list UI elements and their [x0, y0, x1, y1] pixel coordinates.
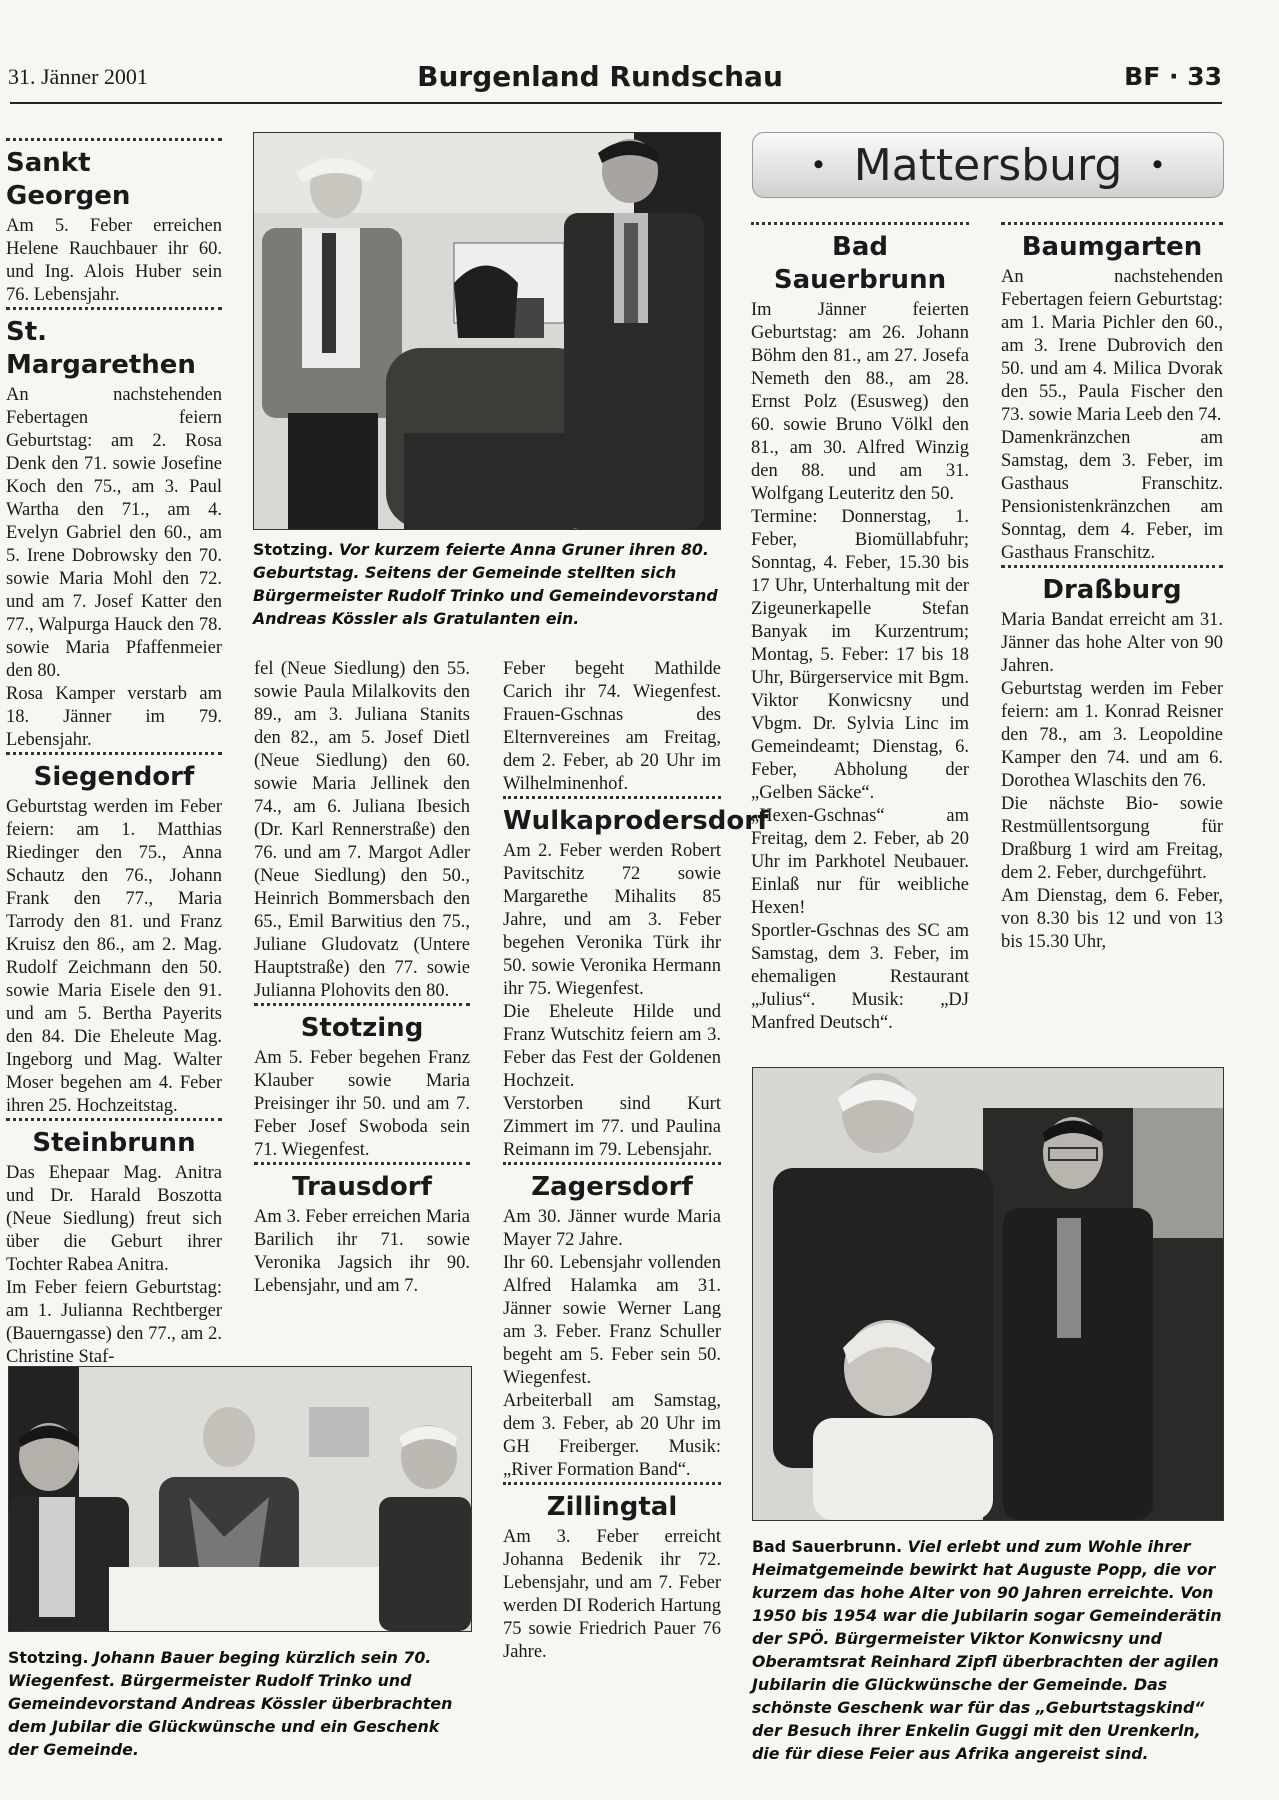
text-sankt-georgen: Am 5. Feber erreichen Helene Rauchbauer ihr 60. und Ing. Alois Huber sein 76. Lebensjahr. [6, 216, 222, 305]
banner-dot-right: • [1152, 148, 1163, 181]
text-drassburg-4: Am Dienstag, dem 6. Feber, von 8.30 bis 12 und von 13 bis 15.30 Uhr, [1001, 886, 1223, 952]
heading-bad-sauerbrunn: Bad Sauerbrunn [751, 222, 969, 297]
caption-photo-anna-gruner [253, 538, 723, 630]
text-bad-sauerbrunn-3: „Hexen-Gschnas“ am Freitag, dem 2. Feber, ab 20 Uhr im Parkhotel Neubauer. Einlaß nur für weibliche Hexen! [751, 806, 969, 918]
text-wulkaprodersdorf: Am 2. Feber werden Robert Pavitschitz 72 sowie Margarethe Mihalits 85 Jahre, und am 3. Feber begehen Veronika Türk ihr 50. sowie Veronika Hermann ihr 75. Wiegenfest. [503, 841, 721, 999]
caption-text: Johann Bauer beging kürzlich sein 70. Wiegenfest. Bürgermeister Rudolf Trinko und Gemeindevorstand Andreas Kössler überbrachten dem Jubilar die Glückwünsche und ein Geschenk der Gemeinde. [8, 1648, 453, 1759]
text-zagersdorf-3: Arbeiterball am Samstag, dem 3. Feber, ab 20 Uhr im GH Freiberger. Musik: „River Formation Band“. [503, 1391, 721, 1480]
caption-text: Viel erlebt und zum Wohle ihrer Heimatgemeinde bewirkt hat Auguste Popp, die vor kurzem das hohe Alter von 90 Jahren erreichte. Von 1950 bis 1954 war die Jubilarin sogar Gemeinderätin der SPÖ. Bürgermeister Viktor Konwicsny und Oberamtsrat Reinhard Zipfl überbrachten der agilen Jubilarin die Glückwünsche der Gemeinde. Das schönste Geschenk war für das „Geburtstagskind“ der Besuch ihrer Enkelin Guggi mit den Urenkerln, die für diese Feier aus Afrika angereist sind. [752, 1537, 1222, 1763]
text-steinbrunn: Das Ehepaar Mag. Anitra und Dr. Harald Boszotta (Neue Siedlung) freut sich über die Geburt ihrer Tochter Rabea Anitra. [6, 1163, 222, 1275]
text-drassburg-3: Die nächste Bio- sowie Restmüllentsorgung für Draßburg 1 wird am Freitag, dem 2. Feber, durchgeführt. [1001, 794, 1223, 883]
text-bad-sauerbrunn-4: Sportler-Gschnas des SC am Samstag, dem 3. Feber, im ehemaligen Restaurant „Julius“. Musik: „DJ Manfred Deutsch“. [751, 921, 969, 1033]
text-trausdorf-cont: Feber begeht Mathilde Carich ihr 74. Wiegenfest. Frauen-Gschnas des Elternvereines am Freitag, dem 2. Feber, ab 20 Uhr im Wilhelminenhof. [503, 659, 721, 794]
caption-text: Vor kurzem feierte Anna Gruner ihren 80. Geburtstag. Seitens der Gemeinde stellten sich Bürgermeister Rudolf Trinko und Gemeindevorstand Andreas Kössler als Gratulanten ein. [253, 540, 718, 628]
caption-photo-johann-bauer [8, 1646, 472, 1761]
caption-place: Stotzing. [8, 1648, 89, 1667]
banner-title: Mattersburg [853, 139, 1123, 191]
caption-photo-auguste-popp [752, 1535, 1226, 1765]
photo-johann-bauer [8, 1366, 472, 1632]
banner-dot-left: • [813, 148, 824, 181]
text-zillingtal: Am 3. Feber erreicht Johanna Bedenik ihr 72. Lebensjahr, und am 7. Feber werden DI Roderich Hartung 75 sowie Friedrich Pauer 76 Jahre. [503, 1527, 721, 1662]
heading-trausdorf: Trausdorf [254, 1162, 470, 1204]
column-2 [254, 658, 470, 1298]
text-wulkaprodersdorf-3: Verstorben sind Kurt Zimmert im 77. und Paulina Reimann im 79. Lebensjahr. [503, 1094, 721, 1160]
region-banner [752, 132, 1224, 198]
text-siegendorf: Geburtstag werden im Feber feiern: am 1. Matthias Riedinger den 75., Anna Schautz den 76., Johann Frank den 77., Maria Tarrody den 81. und Franz Kruisz den 86., am 2. Mag. Rudolf Zeichmann den 50. sowie Maria Eisele den 91. und am 5. Bertha Payerits den 84. Die Eheleute Mag. Ingeborg und Mag. Walter Moser begehen am 4. Feber ihren 25. Hochzeitstag. [6, 797, 222, 1116]
heading-wulkaprodersdorf: Wulkaprodersdorf [503, 796, 721, 838]
heading-steinbrunn: Steinbrunn [6, 1118, 222, 1160]
heading-stotzing: Stotzing [254, 1003, 470, 1045]
caption-place: Stotzing. [253, 540, 334, 559]
heading-sankt-georgen: Sankt Georgen [6, 138, 222, 213]
text-bad-sauerbrunn: Im Jänner feierten Geburtstag: am 26. Johann Böhm den 81., am 27. Josefa Nemeth den 88., am 28. Ernst Polz (Esusweg) den 60. sowie Bruno Völkl den 81., am 30. Alfred Winzig den 88. und am 31. Wolfgang Leuteritz den 50. [751, 300, 969, 504]
heading-zagersdorf: Zagersdorf [503, 1162, 721, 1204]
caption-place: Bad Sauerbrunn. [752, 1537, 903, 1556]
text-zagersdorf-2: Ihr 60. Lebensjahr vollenden Alfred Halamka am 31. Jänner sowie Werner Lang am 3. Feber. Franz Schuller begeht am 5. Feber sein 50. Wiegenfest. [503, 1253, 721, 1388]
text-steinbrunn-cont: fel (Neue Siedlung) den 55. sowie Paula Milalkovits den 89., am 3. Juliana Stanits den 82., am 5. Josef Dietl (Neue Siedlung) den 60. sowie Maria Jellinek den 74., am 6. Juliana Ibesich (Dr. Karl Rennerstraße) den 76. und am 7. Margot Adler (Neue Siedlung) den 50., Heinrich Bommersbach den 65., Emil Barwitius den 75., Juliane Gludovatz (Untere Hauptstraße) den 77. sowie Julianna Plohovits den 80. [254, 659, 470, 1001]
heading-baumgarten: Baumgarten [1001, 222, 1223, 264]
column-1 [6, 138, 222, 1369]
text-drassburg-2: Geburtstag werden im Feber feiern: am 1. Konrad Reisner den 78., am 3. Leopoldine Kamper den 74. und am 6. Dorothea Wlaschits den 76. [1001, 679, 1223, 791]
text-baumgarten: An nachstehenden Febertagen feiern Geburtstag: am 1. Maria Pichler den 60., am 3. Irene Dubrovich den 50. und am 4. Milica Dvorak den 55., Paula Fischer den 73. sowie Maria Leeb den 74. [1001, 267, 1223, 425]
text-st-margarethen-2: Rosa Kamper verstarb am 18. Jänner im 79. Lebensjahr. [6, 684, 222, 750]
text-bad-sauerbrunn-2: Termine: Donnerstag, 1. Feber, Biomüllabfuhr; Sonntag, 4. Feber, 15.30 bis 17 Uhr, Unterhaltung mit der Zigeunerkapelle Stefan Banyak im Kurzentrum; Montag, 5. Feber: 17 bis 18 Uhr, Bürgerservice mit Bgm. Viktor Konwicsny und Vbgm. Dr. Sylvia Linc im Gemeindeamt; Dienstag, 6. Feber, Abholung der „Gelben Säcke“. [751, 507, 969, 803]
heading-siegendorf: Siegendorf [6, 752, 222, 794]
text-baumgarten-2: Damenkränzchen am Samstag, dem 3. Feber, im Gasthaus Franschitz. Pensionistenkränzchen am Sonntag, dem 4. Feber, im Gasthaus Franschitz. [1001, 428, 1223, 563]
text-steinbrunn-2: Im Feber feiern Geburtstag: am 1. Julianna Rechtberger (Bauerngasse) den 77., am 2. Christine Staf- [6, 1278, 222, 1367]
page-number: BF · 33 [1124, 62, 1222, 91]
column-3 [503, 658, 769, 1664]
column-4 [751, 222, 969, 1035]
text-stotzing: Am 5. Feber begehen Franz Klauber sowie Maria Preisinger ihr 50. und am 7. Feber Josef Swoboda sein 71. Wiegenfest. [254, 1048, 470, 1160]
heading-drassburg: Draßburg [1001, 565, 1223, 607]
newspaper-title: Burgenland Rundschau [417, 60, 783, 93]
issue-date: 31. Jänner 2001 [8, 64, 148, 89]
photo-auguste-popp [752, 1067, 1224, 1521]
text-st-margarethen: An nachstehenden Febertagen feiern Geburtstag: am 2. Rosa Denk den 71. sowie Josefine Koch den 75., am 3. Paul Wartha den 71., am 4. Evelyn Gabriel den 60., am 5. Irene Dobrowsky den 70. sowie Maria Mohl den 72. und am 7. Josef Katter den 77., Walpurga Hauck den 78. sowie Maria Pfaffenmeier den 80. [6, 385, 222, 681]
heading-st-margarethen: St. Margarethen [6, 307, 222, 382]
photo-anna-gruner [253, 132, 721, 530]
text-drassburg: Maria Bandat erreicht am 31. Jänner das hohe Alter von 90 Jahren. [1001, 610, 1223, 676]
header-rule [10, 102, 1222, 104]
column-5 [1001, 222, 1223, 954]
text-trausdorf: Am 3. Feber erreichen Maria Barilich ihr 71. sowie Veronika Jagsich ihr 90. Lebensjahr, und am 7. [254, 1207, 470, 1296]
text-wulkaprodersdorf-2: Die Eheleute Hilde und Franz Wutschitz feiern am 3. Feber das Fest der Goldenen Hochzeit. [503, 1002, 721, 1091]
heading-zillingtal: Zillingtal [503, 1482, 721, 1524]
text-zagersdorf: Am 30. Jänner wurde Maria Mayer 72 Jahre. [503, 1207, 721, 1250]
